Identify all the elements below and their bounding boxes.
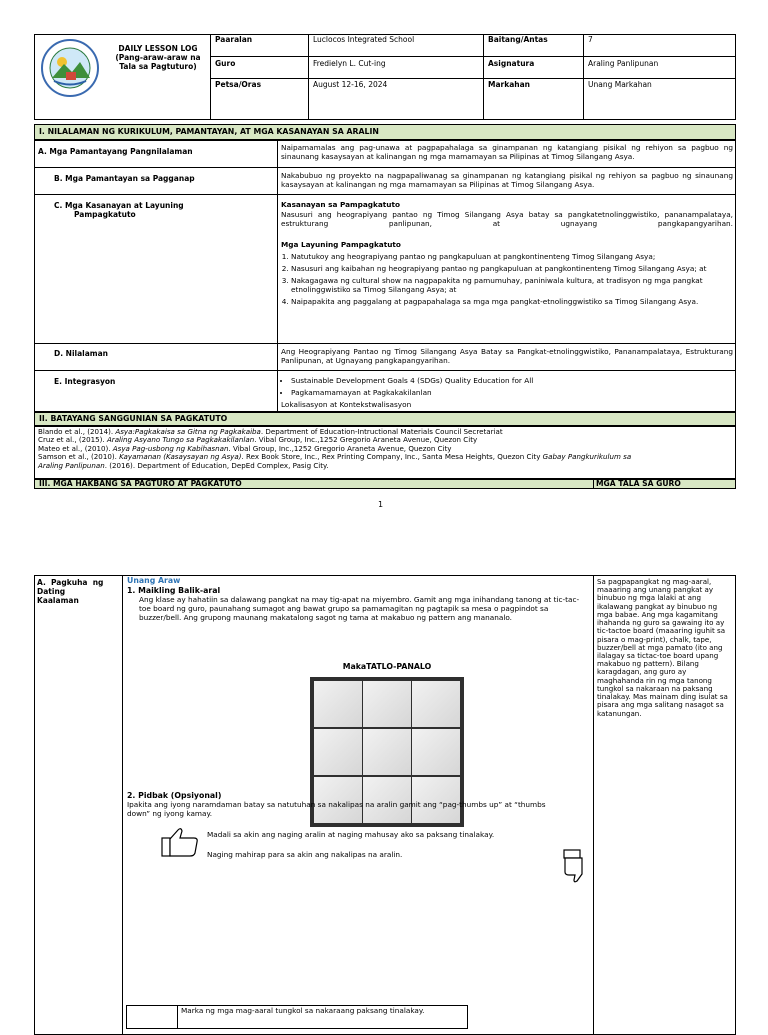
label-markahan: Markahan — [488, 80, 531, 89]
section-1-heading-row — [34, 124, 736, 140]
label-paaralan: Paaralan — [215, 35, 253, 44]
value-paaralan: Luclocos Integrated School — [313, 35, 415, 44]
balik-aral-text: Ang klase ay hahatiin sa dalawang pangkat na may tig-apat na miyembro. Gamit ang mga inihandang tanong at tic-tac-toe board ng guro, paunahang sumagot ang bawat grupo sa pamamagitan ng pagtapik sa mesa o pagpindot sa buzzer/bell. Ang grupong maunang makatalong sagot ng tama at makabuo ng pattern ang mananalo. — [139, 595, 580, 622]
layunin-item: 4. Naipapakita ang paggalang at pagpapahalaga sa mga mga pangkat-etnolinggwistiko sa Timog Silangang Asya. — [291, 298, 733, 307]
row-a2-label: A. Pagkuha ng Dating Kaalaman — [37, 578, 104, 605]
label-baitang: Baitang/Antas — [488, 35, 548, 44]
teacher-notes: Sa pagpapangkat ng mag-aaral, maaaring ang unang pangkat ay binubuo ng mga lalaki at ang ikalawang pangkat ay binubuo ng mga babae. Ang mga kagamitang ihahanda ng guro sa gawaing ito ay tic-tactoe board (maaaring iguhit sa pisara o mag-print), chalk, tape, buzzer/bell at mga pamato (ito ang ilalagay sa tictac-toe board upang makabuo ng pattern). Bilang karagdagan, ang guro ay maghahanda rin ng mga tanong tungkol sa nakaraan na paksang tinalakay. Mas mainam ding isulat sa pisara ang mga salitang nasagot sa katanungan. — [597, 577, 728, 718]
row-e-label: E. Integrasyon — [54, 377, 116, 386]
layunin-item: 2. Nasusuri ang kaibahan ng heograpiyang pantao ng pangkapuluan at pangkontinenteng Timog Silangang Asya; at — [291, 265, 733, 274]
reference-item: Blando et al., (2014). Asya:Pagkakaisa sa Gitna ng Pagkakaiba. Department of Education-Intructional Materials Council Secretariat — [38, 427, 503, 436]
thumbs-up-text: Madali sa akin ang naging aralin at naging mahusay ako sa paksang tinalakay. — [207, 830, 495, 839]
board-title: MakaTATLO-PANALO — [342, 662, 432, 671]
section-2-heading-row — [34, 412, 736, 426]
dll-title: DAILY LESSON LOG — [118, 44, 198, 53]
section-3-heading: III. MGA HAKBANG SA PAGTURO AT PAGKATUTO — [39, 479, 242, 488]
layunin-item: 3. Nakagagawa ng cultural show na nagpapakita ng pamumuhay, paniniwala kultura, at tradisyon ng mga pangkat etnolinggwistiko sa Timog Silangang Asya; at — [291, 277, 733, 295]
row-d-text: Ang Heograpiyang Pantao ng Timog Silangang Asya Batay sa Pangkat-etnolinggwistiko, Pananampalataya, Estrukturang Panlipunan, at Ugnayang pangkapangyarihan. — [281, 347, 733, 365]
references-list — [38, 428, 734, 470]
label-guro: Guro — [215, 59, 236, 68]
label-asignatura: Asignatura — [488, 59, 535, 68]
balik-aral-title: 1. Maikling Balik-aral — [127, 586, 221, 595]
day-label: Unang Araw — [127, 576, 181, 585]
row-a-text: Naipamamalas ang pag-unawa at pagpapahalaga sa ginampanan ng katangiang pisikal ng rehiyon sa pagbuo ng sinaunang kasaysayan at kalinangan ng mga mamamayan sa Pilipinas at Timog Silangang Asya. — [281, 143, 733, 161]
reference-item: Mateo et al., (2010). Asya Pag-usbong ng Kabihasnan. Vibal Group, Inc.,1252 Gregorio Araneta Avenue, Quezon City — [38, 443, 452, 453]
layunin-item: 1. Natutukoy ang heograpiyang pantao ng pangkapuluan at pangkontinenteng Timog Silangang Asya; — [291, 253, 733, 262]
layunin-heading: Mga Layuning Pampagkatuto — [281, 240, 401, 249]
kasanayan-text: Nasusuri ang heograpiyang pantao ng Timog Silangang Asya batay sa pangkatetnolinggwistiko, pananampalataya, estrukturang panlipunan, at ugnayang pangkapangyarihan. — [281, 210, 733, 228]
integrasyon-item: • Pagkamamamayan at Pagkakakilanlan — [291, 389, 731, 398]
row-c-label-2: Pampagkatuto — [74, 210, 136, 219]
layunin-list — [281, 253, 733, 309]
thumbs-down-text: Naging mahirap para sa akin ang nakalipas na aralin. — [207, 850, 403, 859]
reference-item: Samson et al., (2010). Kayamanan (Kasaysayan ng Asya). Rex Book Store, Inc., Rex Printing Company, Inc., Santa Mesa Heights, Quezon City Gabay Pangkurikulum sa — [38, 452, 632, 462]
integrasyon-item: • Sustainable Development Goals 4 (SDGs) Quality Education for All — [291, 377, 731, 386]
score-table-text: Marka ng mga mag-aaral tungkol sa nakaraang paksang tinalakay. — [181, 1006, 425, 1015]
row-b-label: B. Mga Pamantayan sa Pagganap — [54, 174, 195, 183]
integrasyon-extra: Lokalisasyon at Kontekstwalisasyon — [281, 400, 412, 409]
pidbak-text: Ipakita ang iyong naramdaman batay sa natutuhan sa nakalipas na aralin gamit ang “pag-thumbs up” at “thumbs down” ng iyong kamay. — [127, 800, 546, 818]
dll-subtitle-1: (Pang-araw-araw na — [115, 53, 201, 62]
value-baitang: 7 — [588, 35, 593, 44]
thumbs-down-icon — [562, 848, 594, 884]
value-markahan: Unang Markahan — [588, 80, 652, 89]
pidbak-title: 2. Pidbak (Opsiyonal) — [127, 791, 222, 800]
row-a-label: A. Mga Pamantayang Pangnilalaman — [38, 147, 193, 156]
label-petsa: Petsa/Oras — [215, 80, 262, 89]
notes-heading: MGA TALA SA GURO — [596, 479, 681, 488]
dll-subtitle-2: Tala sa Pagtuturo) — [119, 62, 197, 71]
section-2-heading: II. BATAYANG SANGGUNIAN SA PAGKATUTO — [39, 414, 228, 423]
section-3-heading-row — [34, 479, 736, 489]
value-guro: Fredielyn L. Cut-ing — [313, 59, 386, 68]
section-1-heading: I. NILALAMAN NG KURIKULUM, PAMANTAYAN, AT MGA KASANAYAN SA ARALIN — [39, 127, 379, 136]
page-number: 1 — [378, 500, 384, 509]
thumbs-up-icon — [160, 826, 200, 858]
value-asignatura: Araling Panlipunan — [588, 59, 659, 68]
integrasyon-list — [283, 377, 731, 398]
reference-item: Cruz et al., (2015). Araling Asyano Tungo sa Pagkakakilanlan. Vibal Group, Inc.,1252 Gregorio Araneta Avenue, Quezon City — [38, 435, 478, 445]
kasanayan-heading: Kasanayan sa Pampagkatuto — [281, 200, 400, 209]
value-petsa: August 12-16, 2024 — [313, 80, 388, 89]
row-d-label: D. Nilalaman — [54, 349, 109, 358]
school-logo — [40, 38, 100, 98]
row-b-text: Nakabubuo ng proyekto na nagpapaliwanag sa ginampanan ng katangiang pisikal ng rehiyon sa pagbuo ng sinaunang kasaysayan at kalinangan ng mga mamamayan sa Pilipinas at Timog Silangang Asya. — [281, 171, 733, 189]
reference-item: Araling Panlipunan. (2016). Department of Education, DepEd Complex, Pasig City. — [38, 460, 329, 470]
row-c-label: C. Mga Kasanayan at Layuning — [54, 201, 184, 210]
